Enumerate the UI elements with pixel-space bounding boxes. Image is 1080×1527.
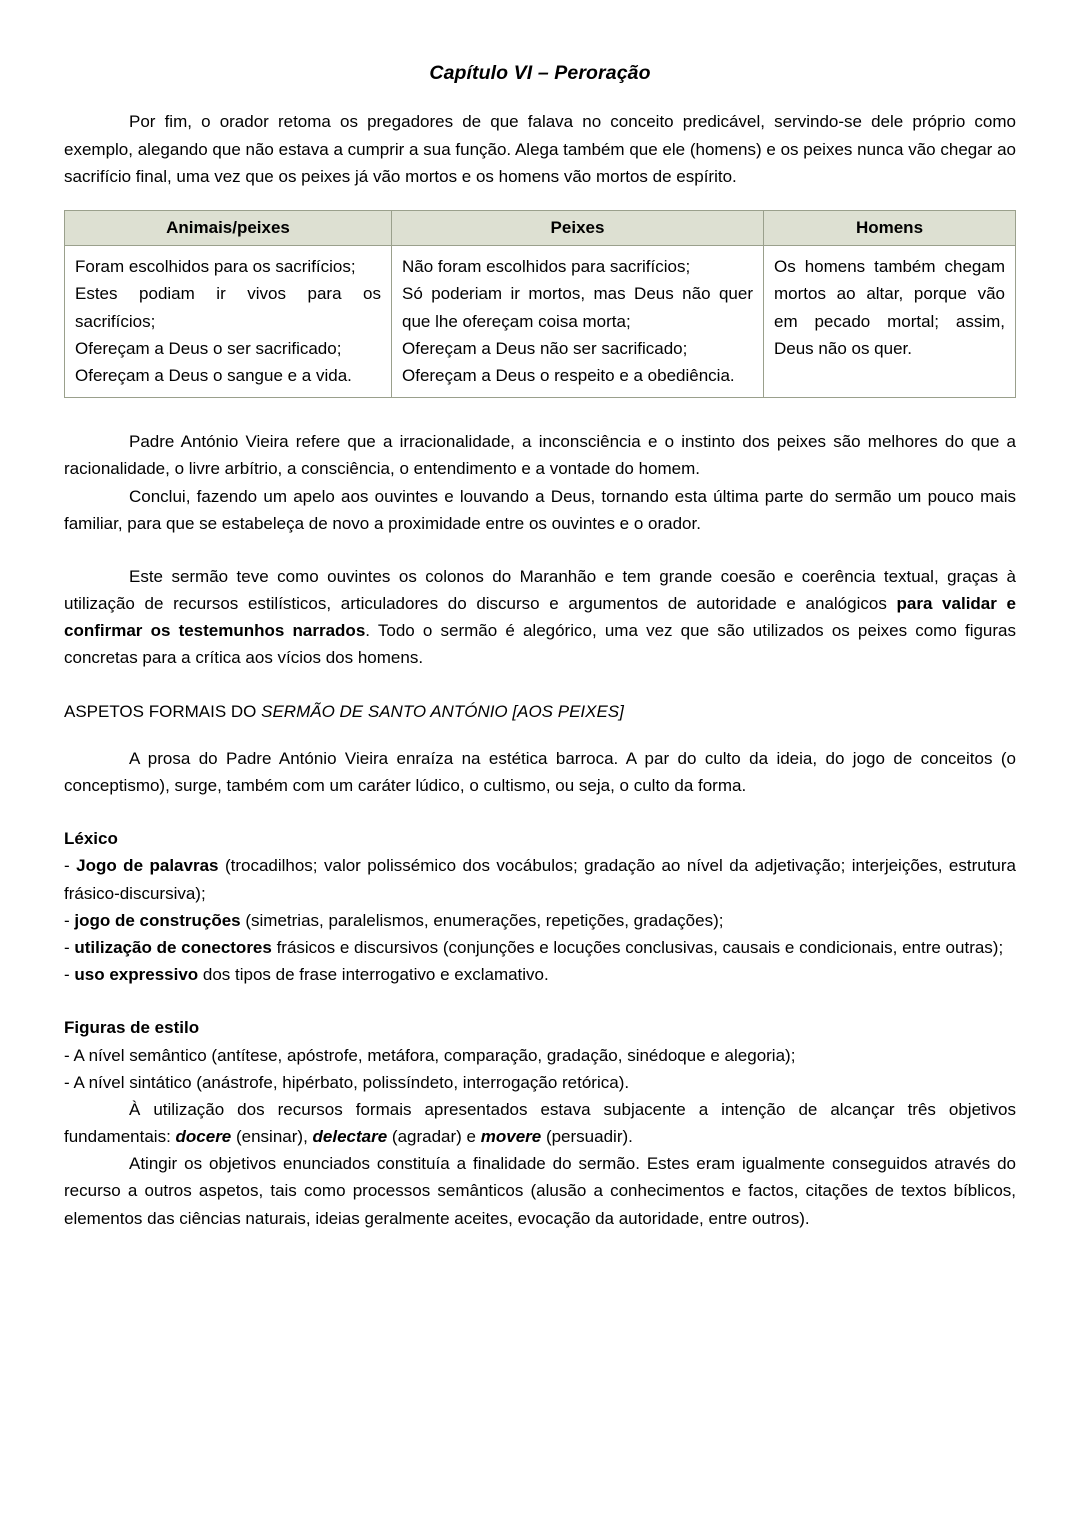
cell-line: Não foram escolhidos para sacrifícios;: [402, 257, 691, 277]
lexico-item-jogo-de-construcoes: [64, 907, 1016, 934]
spacer: [64, 85, 1016, 108]
aspetos-prefix: ASPETOS FORMAIS DO: [64, 701, 262, 721]
lexico-heading: Léxico: [64, 829, 118, 849]
objetivo-docere-gloss: (ensinar),: [231, 1127, 313, 1147]
document-content: [64, 0, 1016, 1232]
objetivo-movere-gloss: (persuadir).: [541, 1127, 633, 1147]
paragraph-objetivos: [64, 1096, 1016, 1150]
objetivos-text-part1: À utilização dos recursos formais apresentados estava subjacente a intenção de alcançar três objetivos fundamentais:: [64, 1099, 1016, 1147]
sermao-text-bold: para validar e confirmar os testemunhos narrados: [64, 594, 1016, 641]
list-item-bold: utilização de conectores: [74, 937, 272, 957]
objetivo-delectare-gloss: (agradar) e: [387, 1127, 481, 1147]
spacer: [64, 190, 1016, 210]
list-item-rest: (simetrias, paralelismos, enumerações, repetições, gradações);: [240, 910, 724, 930]
table-cell-animais-peixes: [65, 246, 392, 398]
cell-line: Ofereçam a Deus o respeito e a obediência.: [402, 365, 735, 385]
figuras-item-sintatico: - A nível sintático (anástrofe, hipérbato, polissíndeto, interrogação retórica).: [64, 1072, 630, 1092]
paragraph-vieira: Padre António Vieira refere que a irracionalidade, a inconsciência e o instinto dos peixes são melhores do que a racionalidade, o livre arbítrio, a consciência, o entendimento e a vontade do homem.: [64, 432, 1016, 479]
table-header-peixes: Peixes: [392, 210, 764, 245]
table-header-homens: Homens: [764, 210, 1016, 245]
list-item-rest: dos tipos de frase interrogativo e exclamativo.: [198, 965, 549, 985]
objetivo-docere: docere: [175, 1127, 232, 1147]
page-title: Capítulo VI – Peroração: [429, 62, 651, 84]
sermao-text-part2: . Todo o sermão é alegórico, uma vez que são utilizados os peixes como figuras concretas para a crítica aos vícios dos homens.: [64, 621, 1016, 668]
table-row: [65, 246, 1016, 398]
list-dash: -: [64, 965, 75, 985]
objetivo-delectare: delectare: [312, 1127, 388, 1147]
aspetos-formais-heading: [64, 698, 1016, 725]
cell-line: Foram escolhidos para os sacrifícios;: [75, 257, 356, 277]
intro-paragraph: Por fim, o orador retoma os pregadores de que falava no conceito predicável, servindo-se dele próprio como exemplo, alegando que não estava a cumprir a sua função. Alega também que ele (homens) e os peixes nunca vão chegar ao sacrifício final, uma vez que os peixes já vão mortos e os homens vão mortos de espírito.: [64, 112, 1016, 186]
cell-line: Ofereçam a Deus o sangue e a vida.: [75, 365, 352, 385]
list-dash: -: [64, 910, 75, 930]
lexico-item-jogo-de-palavras: [64, 852, 1016, 906]
cell-line: Ofereçam a Deus o ser sacrificado;: [75, 338, 342, 358]
list-item-bold: Jogo de palavras: [76, 856, 219, 876]
list-item-bold: jogo de construções: [74, 910, 241, 930]
figuras-de-estilo-heading: Figuras de estilo: [64, 1018, 200, 1038]
cell-lines-animais-peixes: [75, 253, 381, 389]
objetivo-movere: movere: [480, 1127, 542, 1147]
paragraph-sermao: [64, 563, 1016, 672]
cell-lines-peixes: [402, 253, 753, 389]
list-item-rest: frásicos e discursivos (conjunções e locuções conclusivas, causais e condicionais, entre outras);: [271, 937, 1004, 957]
cell-line: Ofereçam a Deus não ser sacrificado;: [402, 338, 688, 358]
spacer: [64, 799, 1016, 825]
figuras-item-semantico: - A nível semântico (antítese, apóstrofe, metáfora, comparação, gradação, sinédoque e alegoria);: [64, 1045, 796, 1065]
list-item-rest: (trocadilhos; valor polissémico dos vocábulos; gradação ao nível da adjetivação; interjeições, estrutura frásico-discursiva);: [64, 856, 1017, 903]
list-dash: -: [64, 937, 75, 957]
table-cell-homens: Os homens também chegam mortos ao altar, porque vão em pecado mortal; assim, Deus não os quer.: [764, 246, 1016, 398]
spacer: [64, 988, 1016, 1014]
paragraph-prosa: A prosa do Padre António Vieira enraíza na estética barroca. A par do culto da ideia, do jogo de conceitos (o conceptismo), surge, também com um caráter lúdico, o cultismo, ou seja, o culto da forma.: [64, 748, 1016, 796]
paragraph-atingir: Atingir os objetivos enunciados constituía a finalidade do sermão. Estes eram igualmente conseguidos através do recurso a outros aspetos, tais como processos semânticos (alusão a conhecimentos e factos, citações de textos bíblicos, elementos das ciências naturais, ideias geralmente aceites, evocação da autoridade, entre outros).: [64, 1154, 1016, 1228]
spacer: [64, 672, 1016, 698]
sermao-text-part1: Este sermão teve como ouvintes os colonos do Maranhão e tem grande coesão e coerência textual, graças à utilização de recursos estilísticos, articuladores do discurso e argumentos de autoridade e analógicos: [64, 566, 1016, 614]
cell-line: Estes podiam ir vivos para os sacrifícios;: [75, 284, 381, 331]
spacer: [64, 725, 1016, 745]
spacer: [64, 537, 1016, 563]
aspetos-italic-title: SERMÃO DE SANTO ANTÓNIO [AOS PEIXES]: [261, 701, 624, 721]
table-header-animais-peixes: Animais/peixes: [65, 210, 392, 245]
paragraph-conclui: Conclui, fazendo um apelo aos ouvintes e louvando a Deus, tornando esta última parte do sermão um pouco mais familiar, para que se estabeleça de novo a proximidade entre os ouvintes e o orador.: [64, 486, 1016, 533]
list-dash: -: [64, 856, 77, 876]
lexico-item-utilizacao-de-conectores: [64, 934, 1016, 961]
spacer: [64, 398, 1016, 428]
comparison-table: [64, 210, 1016, 398]
table-header-row: [65, 210, 1016, 245]
lexico-item-uso-expressivo: [64, 961, 1016, 988]
list-item-bold: uso expressivo: [74, 965, 199, 985]
table-cell-peixes: [392, 246, 764, 398]
cell-line: Só poderiam ir mortos, mas Deus não quer que lhe ofereçam coisa morta;: [402, 284, 753, 331]
